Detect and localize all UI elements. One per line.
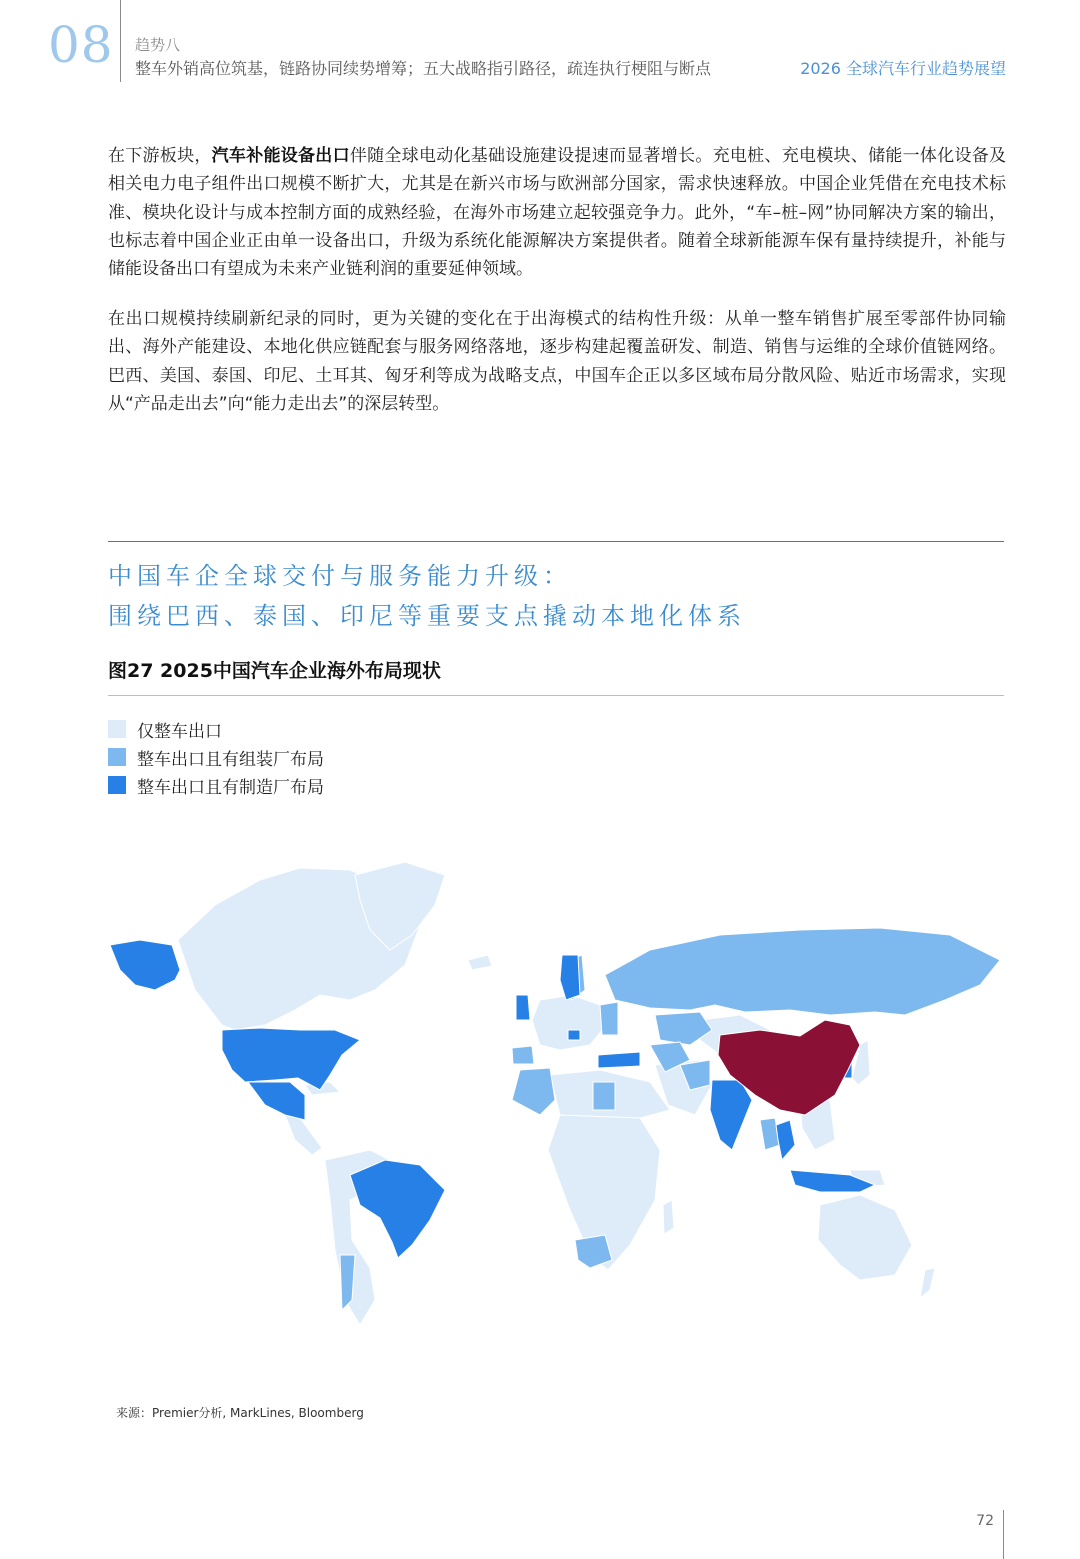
map-region-turkey xyxy=(598,1052,640,1068)
legend-item-assembly xyxy=(108,747,324,770)
map-region-australia xyxy=(818,1195,912,1280)
map-region-iceland xyxy=(468,955,492,970)
map-region-algeria xyxy=(512,1068,555,1115)
paragraph-1-rest: 伴随全球电动化基础设施建设提速而显著增长。充电桩、充电模块、储能一体化设备及相关电力电子组件出口规模不断扩大，尤其是在新兴市场与欧洲部分国家，需求快速释放。中国企业凭借在充电技术标准、模块化设计与成本控制方面的成熟经验，在海外市场建立起较强竞争力。此外，“车–桩–网”协同解决方案的输出，也标志着中国企业正由单一设备出口，升级为系统化能源解决方案提供者。随着全球新能源车保有量持续提升，补能与储能设备出口有望成为未来产业链利润的重要延伸领域。 xyxy=(108,146,1007,280)
chapter-number: 08 xyxy=(48,16,114,74)
map-region-central-america xyxy=(285,1115,322,1155)
legend-label: 整车出口且有制造厂布局 xyxy=(137,777,324,798)
map-region-madagascar xyxy=(663,1200,674,1234)
page-number: 72 xyxy=(976,1513,994,1529)
header-divider xyxy=(120,0,121,82)
map-region-usa xyxy=(222,1028,360,1090)
map-region-iberia xyxy=(512,1046,534,1064)
figure-title: 图27 2025中国汽车企业海外布局现状 xyxy=(108,660,441,682)
map-region-thailand xyxy=(776,1120,795,1160)
map-region-east-europe xyxy=(600,1002,618,1035)
paragraph-1 xyxy=(108,142,1006,283)
legend-label: 整车出口且有组装厂布局 xyxy=(137,749,324,770)
map-region-mexico xyxy=(248,1082,305,1120)
map-region-norway xyxy=(560,955,580,1000)
map-region-russia xyxy=(605,928,1000,1015)
legend-item-export-only xyxy=(108,719,222,742)
section-subtitle-line-1: 中国车企全球交付与服务能力升级： xyxy=(108,562,572,590)
paragraph-2: 在出口规模持续刷新纪录的同时，更为关键的变化在于出海模式的结构性升级：从单一整车销售扩展至零部件协同输出、海外产能建设、本地化供应链配套与服务网络落地，逐步构建起覆盖研发、制造、销售与运维的全球价值链网络。巴西、美国、泰国、印尼、土耳其、匈牙利等成为战略支点，中国车企正以多区域布局分散风险、贴近市场需求，实现从“产品走出去”向“能力走出去”的深层转型。 xyxy=(108,309,1006,414)
map-region-alaska xyxy=(110,940,180,990)
trend-label: 趋势八 xyxy=(135,36,181,54)
legend-swatch xyxy=(108,776,126,794)
world-map xyxy=(100,855,1010,1335)
map-region-india xyxy=(710,1080,752,1150)
footer-divider xyxy=(1003,1510,1004,1559)
paragraph-1-lead: 在下游板块， xyxy=(108,146,212,166)
report-title: 2026 全球汽车行业趋势展望 xyxy=(800,59,1006,78)
map-region-egypt xyxy=(593,1082,615,1110)
section-divider xyxy=(108,541,1004,542)
map-region-uk xyxy=(516,995,530,1020)
map-region-europe xyxy=(532,995,602,1050)
map-region-new-zealand xyxy=(920,1268,935,1298)
section-subtitle-line-2: 围绕巴西、泰国、印尼等重要支点撬动本地化体系 xyxy=(108,602,746,630)
legend-item-manufacturing xyxy=(108,775,324,798)
legend-swatch xyxy=(108,748,126,766)
legend-swatch xyxy=(108,720,126,738)
map-region-brazil xyxy=(350,1160,445,1258)
trend-title: 整车外销高位筑基，链路协同续势增筹；五大战略指引路径，疏连执行梗阻与断点 xyxy=(135,59,712,78)
figure-source: 来源：Premier分析, MarkLines, Bloomberg xyxy=(116,1406,364,1420)
paragraph-1-bold: 汽车补能设备出口 xyxy=(211,146,350,166)
figure-divider xyxy=(108,695,1004,696)
legend-label: 仅整车出口 xyxy=(137,721,222,742)
map-region-hungary xyxy=(568,1030,580,1040)
